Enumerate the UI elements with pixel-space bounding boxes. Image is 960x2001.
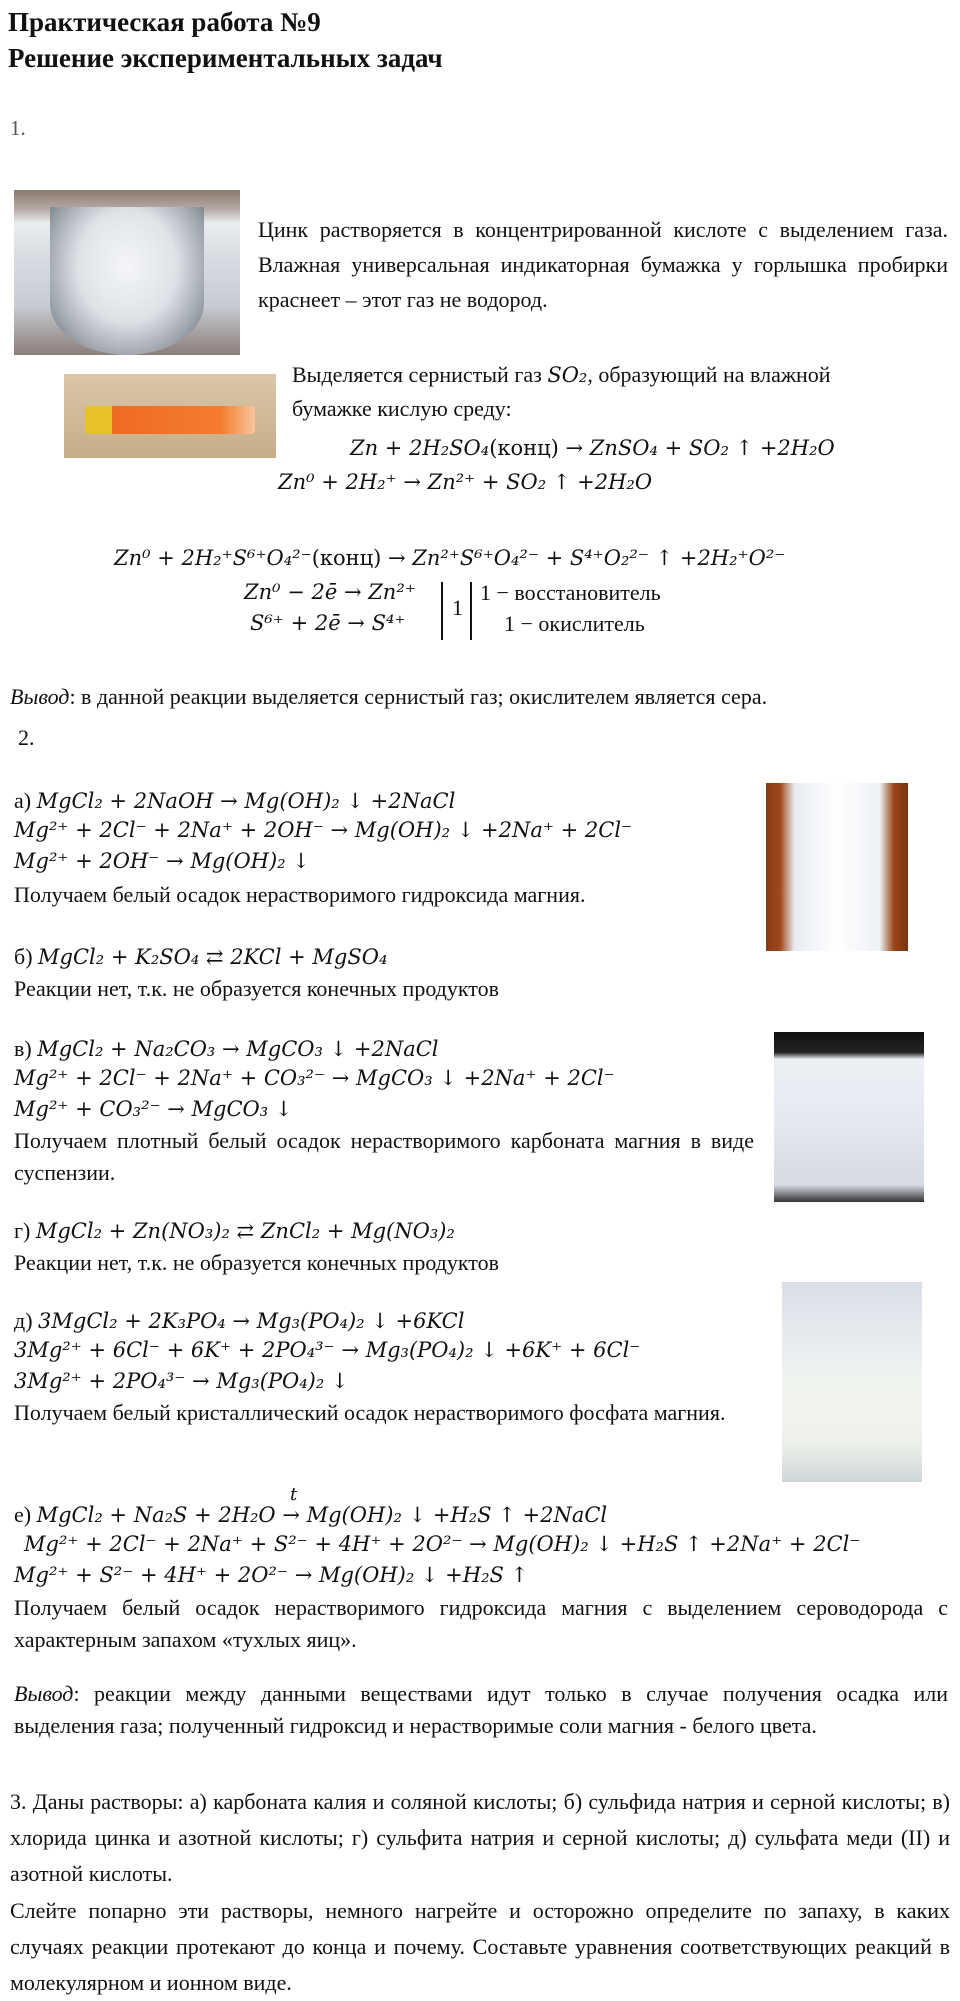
page-subtitle: Решение экспериментальных задач: [8, 43, 443, 73]
task1-text2-cont: бумажке кислую среду:: [292, 396, 512, 421]
bracket-line-1: [441, 582, 443, 640]
task2-conclusion: Вывод: реакции между данными веществами идут только в случае получения осадка или выделения газа; полученный гидроксид и нерастворимые соли магния - белого цвета.: [14, 1681, 948, 1738]
half-reaction-reduction: S⁶⁺ + 2ē → S⁴⁺: [250, 611, 406, 635]
task3-text1: 3. Даны растворы: а) карбоната калия и соляной кислоты; б) сульфида натрия и серной кислоты; в) хлорида цинка и азотной кислоты; г) сульфита натрия и серной кислоты; д) сульфата меди (II) и азотной кислоты.: [10, 1789, 950, 1886]
role-reducer: 1 − восстановитель: [480, 580, 661, 605]
task2-a-eq1: а) MgCl₂ + 2NaOH → Mg(OH)₂ ↓ +2NaCl: [14, 788, 456, 813]
task2-e-eq2: Mg²⁺ + 2Cl⁻ + 2Na⁺ + S²⁻ + 4H⁺ + 2O²⁻ → Mg(OH)₂ ↓ +H₂S ↑ +2Na⁺ + 2Cl⁻: [24, 1532, 861, 1556]
test-tube-v-photo: [774, 1032, 924, 1202]
task2-d-eq1: д) 3MgCl₂ + 2K₃PO₄ → Mg₃(PO₄)₂ ↓ +6KCl: [14, 1308, 465, 1333]
role-oxidizer: 1 − окислитель: [504, 611, 645, 636]
task2-g-eq1: г) MgCl₂ + Zn(NO₃)₂ ⇄ ZnCl₂ + Mg(NO₃)₂: [14, 1218, 455, 1243]
task2-e-eq1: е) MgCl₂ + Na₂S + 2H₂O → Mg(OH)₂ ↓ +H₂S ↑ +2NaCl: [14, 1502, 608, 1527]
task2-a-eq2: Mg²⁺ + 2Cl⁻ + 2Na⁺ + 2OH⁻ → Mg(OH)₂ ↓ +2Na⁺ + 2Cl⁻: [14, 818, 633, 842]
task2-g-text: Реакции нет, т.к. не образуется конечных продуктов: [14, 1250, 499, 1275]
task2-v-eq3: Mg²⁺ + CO₃²⁻ → MgCO₃ ↓: [14, 1097, 293, 1121]
task2-v-text: Получаем плотный белый осадок нерастворимого карбоната магния в виде суспензии.: [14, 1128, 754, 1185]
task1-number: 1.: [10, 116, 26, 140]
task2-v-eq2: Mg²⁺ + 2Cl⁻ + 2Na⁺ + CO₃²⁻ → MgCO₃ ↓ +2Na⁺ + 2Cl⁻: [14, 1066, 615, 1090]
flask-photo: [14, 190, 240, 355]
flask-liquid: [50, 207, 204, 356]
task2-d-text: Получаем белый кристаллический осадок нерастворимого фосфата магния.: [14, 1400, 726, 1425]
electron-coefficient: 1: [452, 595, 463, 620]
task1-eq2: Zn⁰ + 2H₂⁺ → Zn²⁺ + SO₂ ↑ +2H₂O: [278, 470, 653, 494]
task2-e-text: Получаем белый осадок нерастворимого гидроксида магния с выделением сероводорода с характерным запахом «тухлых яиц».: [14, 1595, 948, 1652]
heating-mark: t: [290, 1484, 298, 1505]
task2-v-eq1: в) MgCl₂ + Na₂CO₃ → MgCO₃ ↓ +2NaCl: [14, 1036, 439, 1061]
indicator-strip: [85, 406, 255, 435]
task2-b-text: Реакции нет, т.к. не образуется конечных продуктов: [14, 976, 499, 1001]
task2-e-eq3: Mg²⁺ + S²⁻ + 4H⁺ + 2O²⁻ → Mg(OH)₂ ↓ +H₂S ↑: [14, 1563, 529, 1587]
task2-d-eq3: 3Mg²⁺ + 2PO₄³⁻ → Mg₃(PO₄)₂ ↓: [14, 1369, 349, 1393]
task2-d-eq2: 3Mg²⁺ + 6Cl⁻ + 6K⁺ + 2PO₄³⁻ → Mg₃(PO₄)₂ ↓ +6K⁺ + 6Cl⁻: [14, 1338, 641, 1362]
bracket-line-2: [470, 582, 472, 640]
task2-a-text: Получаем белый осадок нерастворимого гидроксида магния.: [14, 882, 586, 907]
half-reaction-oxidation: Zn⁰ − 2ē → Zn²⁺: [244, 580, 416, 604]
test-tube-a-photo: [766, 783, 908, 951]
task3-text2: Слейте попарно эти растворы, немного нагрейте и осторожно определите по запаху, в каких случаях реакции протекают до конца и почему. Составьте уравнения соответствующих реакций в молекулярном и ионном виде.: [10, 1898, 950, 1995]
page-title: Практическая работа №9: [8, 7, 321, 37]
task1-conclusion: Вывод: в данной реакции выделяется сернистый газ; окислителем является сера.: [10, 684, 768, 709]
task1-text2: Выделяется сернистый газ SO₂, образующий на влажной: [292, 362, 831, 387]
test-tube-d-photo: [782, 1282, 922, 1482]
task1-eq1: Zn + 2H₂SO₄(конц) → ZnSO₄ + SO₂ ↑ +2H₂O: [350, 436, 835, 460]
task2-number: 2.: [18, 725, 35, 750]
task1-text1: Цинк растворяется в концентрированной кислоте с выделением газа. Влажная универсальная индикаторная бумажка у горлышка пробирки краснеет – этот газ не водород.: [258, 217, 948, 312]
indicator-strip-photo: [64, 374, 276, 458]
task1-eq3: Zn⁰ + 2H₂⁺S⁶⁺O₄²⁻(конц) → Zn²⁺S⁶⁺O₄²⁻ + S⁴⁺O₂²⁻ ↑ +2H₂⁺O²⁻: [114, 546, 786, 570]
task2-b-eq1: б) MgCl₂ + K₂SO₄ ⇄ 2KCl + MgSO₄: [14, 944, 388, 969]
task2-a-eq3: Mg²⁺ + 2OH⁻ → Mg(OH)₂ ↓: [14, 849, 310, 873]
